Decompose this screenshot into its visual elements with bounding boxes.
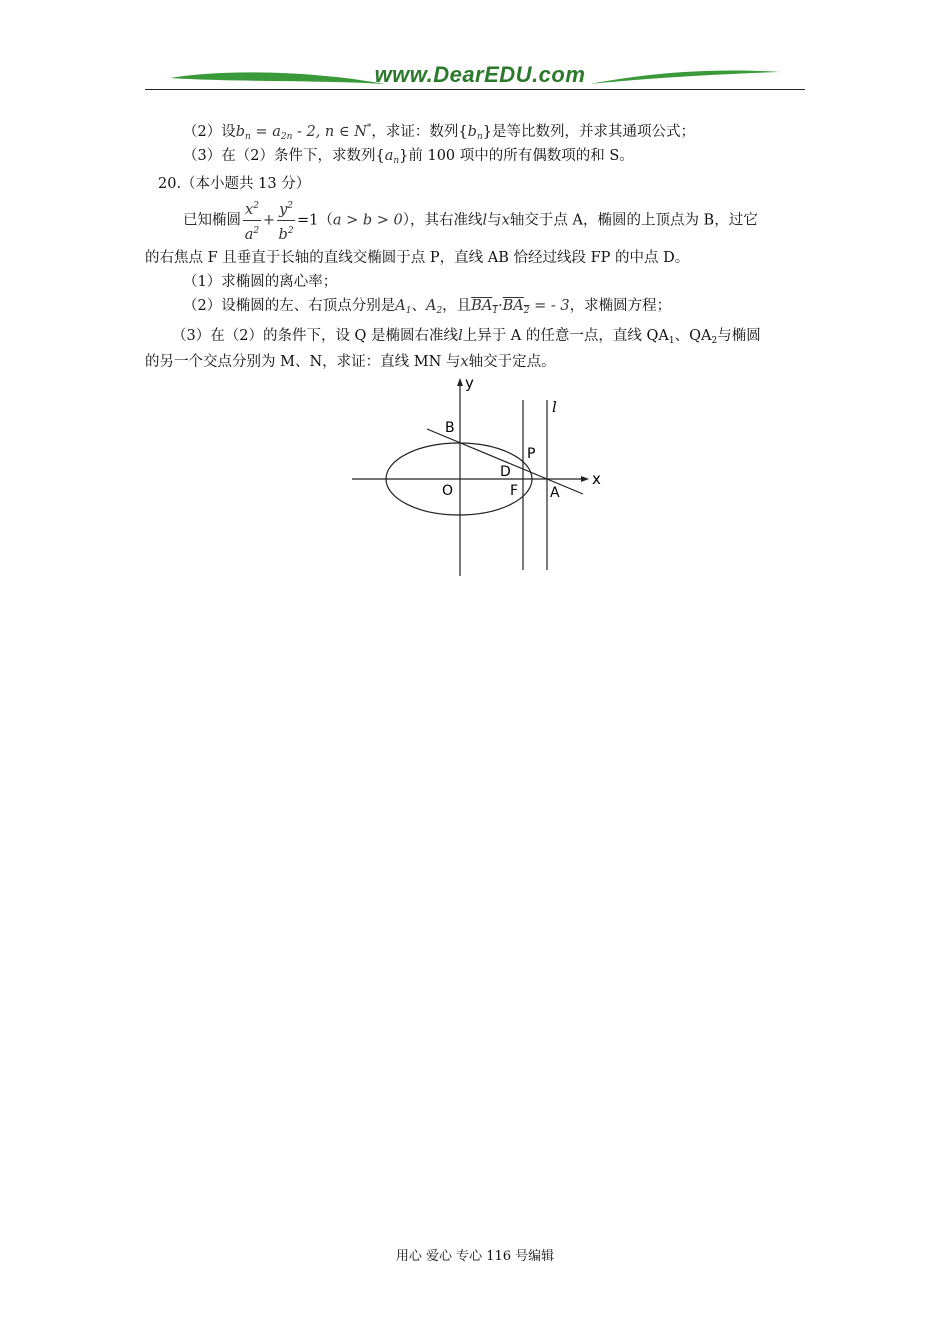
question-19-part-2 xyxy=(183,118,695,147)
text: a xyxy=(244,227,254,243)
vector-BA2 xyxy=(503,298,530,314)
plus-sign: + xyxy=(262,212,276,229)
text: ，求证：数列{ xyxy=(371,124,468,140)
text: =1（ xyxy=(297,212,333,229)
text: }前 100 项中的所有偶数项的和 S。 xyxy=(399,148,634,164)
fraction-x2-a2: $\frac{x^2}{a^2}$ xyxy=(243,196,261,245)
math-A1 xyxy=(395,298,411,314)
text: - 2, n ∈ N xyxy=(292,124,367,140)
text: （3）在（2）的条件下，设 Q 是椭圆右准线 xyxy=(172,328,459,344)
label-O: O xyxy=(442,483,454,499)
text: ，求椭圆方程； xyxy=(569,298,672,314)
subscript: 2n xyxy=(280,132,293,142)
fraction-y2-b2: $\frac{y^2}{b^2}$ xyxy=(277,196,295,245)
text: ，且 xyxy=(442,298,472,314)
question-19-part-3 xyxy=(183,146,634,171)
text: （2）设椭圆的左、右顶点分别是 xyxy=(183,298,396,314)
math-A2 xyxy=(426,298,442,314)
label-A: A xyxy=(550,485,560,501)
right-swoosh-decoration xyxy=(590,68,780,90)
superscript: * xyxy=(366,123,372,133)
math-l: l xyxy=(458,328,463,344)
text: = - 3 xyxy=(529,298,570,314)
text: b xyxy=(467,124,477,140)
text: （2）设 xyxy=(183,124,236,140)
subscript: n xyxy=(476,132,483,142)
question-20-part-1: （1）求椭圆的离心率； xyxy=(183,274,338,290)
text: = a xyxy=(250,124,281,140)
text: （3）在（2）条件下，求数列{ xyxy=(183,148,385,164)
math-x: x xyxy=(460,354,469,370)
text: BA xyxy=(502,298,524,314)
label-D: D xyxy=(500,464,511,480)
label-P: P xyxy=(527,446,536,462)
condition: a > b > 0 xyxy=(332,212,403,229)
math-formula xyxy=(236,124,372,140)
subscript: 1 xyxy=(492,306,499,316)
label-B: B xyxy=(445,420,455,436)
text: b xyxy=(278,227,288,243)
text: ），其右准线 xyxy=(402,212,483,229)
dot-operator: · xyxy=(498,298,503,314)
text: A xyxy=(395,298,406,314)
math-bn xyxy=(468,124,483,140)
subscript: n xyxy=(393,156,400,166)
label-l: l xyxy=(552,398,557,416)
subscript: n xyxy=(245,132,251,142)
label-x: x xyxy=(592,470,601,488)
subscript: 2 xyxy=(523,306,530,316)
vector-BA1 xyxy=(471,298,498,314)
question-20-intro xyxy=(183,196,758,245)
left-swoosh-decoration xyxy=(170,68,385,90)
label-F: F xyxy=(510,483,519,499)
text: }是等比数列，并求其通项公式； xyxy=(482,124,695,140)
header-rule xyxy=(145,89,805,90)
question-20-part-3-line-2 xyxy=(145,352,556,372)
subscript: 2 xyxy=(711,336,718,346)
text: 与椭圆 xyxy=(717,328,761,344)
text: 已知椭圆 xyxy=(183,212,241,229)
page-footer: 用心 爱心 专心 116 号编辑 xyxy=(395,1249,555,1264)
text: x xyxy=(245,202,254,218)
math-an: $a_n$ xyxy=(384,148,400,166)
question-20-part-2 xyxy=(183,296,671,321)
x-axis-arrow xyxy=(581,476,589,482)
math-x: x xyxy=(501,212,510,229)
page-header xyxy=(145,60,805,92)
subscript: 1 xyxy=(405,306,412,316)
math-l: l xyxy=(482,212,488,229)
ellipse-diagram xyxy=(345,372,610,580)
text: 上异于 A 的任意一点，直线 QA xyxy=(462,328,669,344)
text: 、QA xyxy=(674,328,712,344)
question-20-intro-line-2: 的右焦点 F 且垂直于长轴的直线交椭圆于点 P，直线 AB 恰经过线段 FP 的中点 D。 xyxy=(145,250,690,266)
text: y xyxy=(279,202,288,218)
text: 、 xyxy=(411,298,426,314)
question-20-title: 20.（本小题共 13 分） xyxy=(158,176,311,192)
subscript: 1 xyxy=(668,336,675,346)
question-20-part-3 xyxy=(172,326,761,351)
text: 的另一个交点分别为 M、N，求证：直线 MN 与 xyxy=(145,354,461,370)
subscript: 2 xyxy=(436,306,443,316)
text: b xyxy=(235,124,246,140)
label-y: y xyxy=(465,374,474,392)
text: 与 xyxy=(487,212,502,229)
text: 轴交于点 A，椭圆的上顶点为 B，过它 xyxy=(509,212,758,229)
text: BA xyxy=(471,298,493,314)
text: A xyxy=(425,298,437,314)
text: 轴交于定点。 xyxy=(468,354,556,370)
y-axis-arrow xyxy=(457,378,463,386)
site-logo: www.DearEDU.com xyxy=(374,62,586,87)
